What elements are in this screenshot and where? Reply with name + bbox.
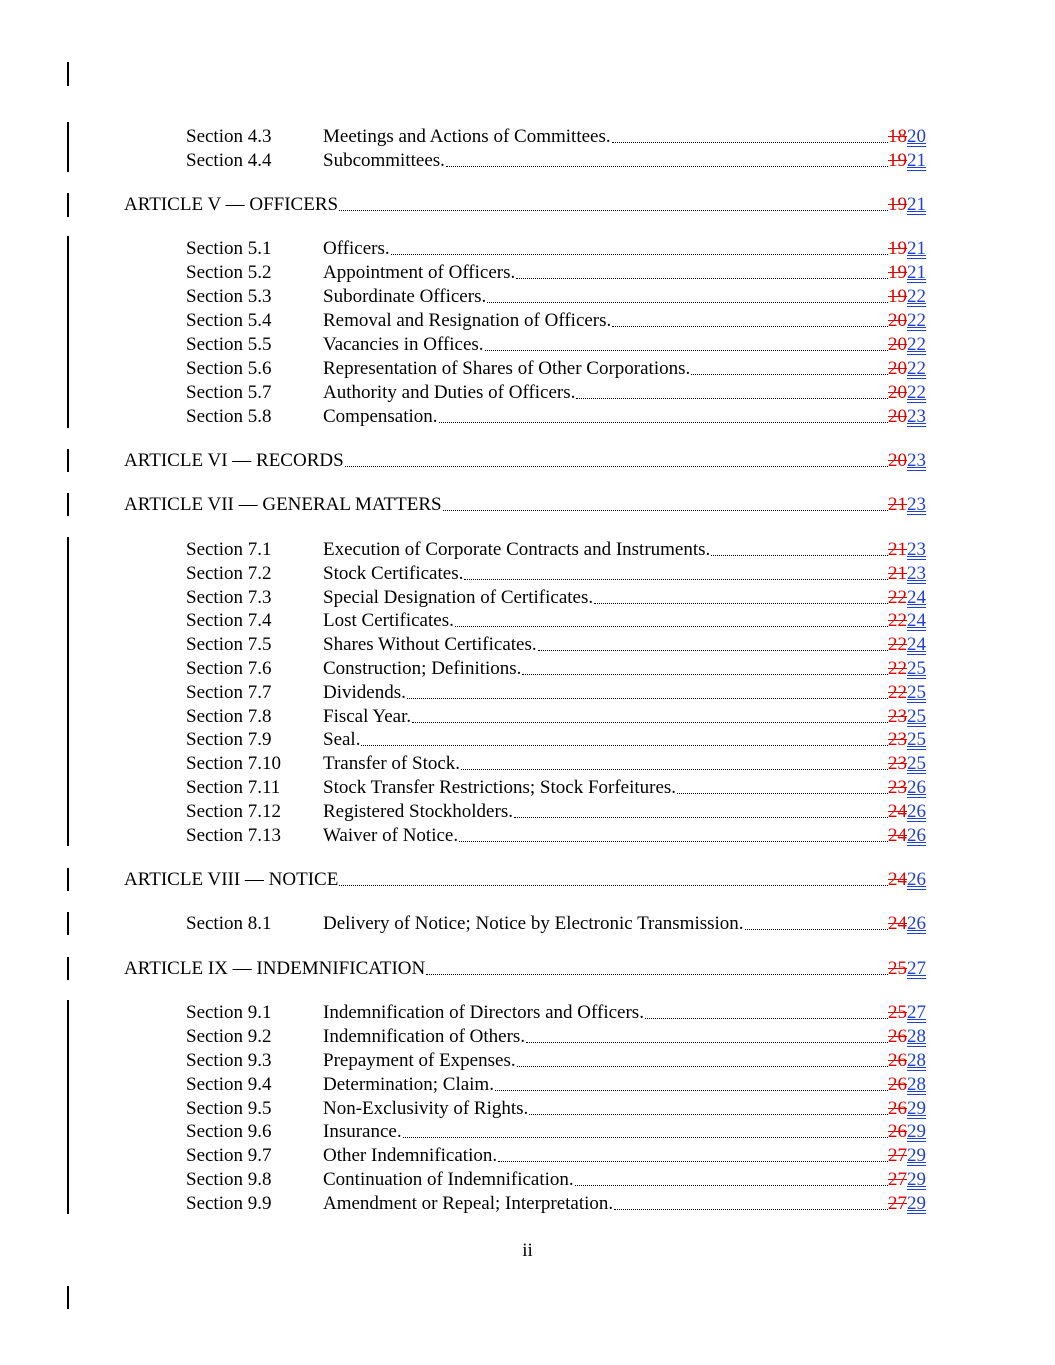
toc-section-row	[0, 125, 1055, 149]
toc-section-row	[0, 705, 1055, 729]
inserted-page-number: 21	[907, 238, 926, 259]
dot-leader	[612, 309, 888, 333]
inserted-page-number: 26	[907, 869, 926, 890]
section-title: Authority and Duties of Officers.	[323, 382, 576, 403]
page-reference	[888, 1144, 926, 1168]
section-title: Shares Without Certificates.	[323, 634, 537, 655]
revision-change-bar	[67, 868, 69, 891]
inserted-page-number: 23	[907, 563, 926, 584]
section-title: Fiscal Year.	[323, 706, 412, 727]
section-title: Removal and Resignation of Officers.	[323, 310, 612, 331]
toc-section-row	[0, 609, 1055, 633]
inserted-page-number: 25	[907, 753, 926, 774]
section-title: Officers.	[323, 238, 390, 259]
section-number: Section 5.5	[186, 334, 272, 355]
article-title: ARTICLE V — OFFICERS	[124, 194, 339, 215]
section-title: Dividends.	[323, 682, 406, 703]
page-reference	[888, 1168, 926, 1192]
deleted-page-number: 20	[888, 406, 907, 427]
section-number: Section 7.6	[186, 658, 272, 679]
dot-leader	[412, 705, 888, 729]
dot-leader	[391, 237, 888, 261]
page-reference	[888, 1097, 926, 1121]
section-number: Section 4.3	[186, 126, 272, 147]
toc-section-row	[0, 586, 1055, 610]
section-title: Subcommittees.	[323, 150, 445, 171]
section-title: Indemnification of Directors and Officers.	[323, 1002, 644, 1023]
inserted-page-number: 26	[907, 913, 926, 934]
revision-change-bar	[67, 1000, 69, 1214]
deleted-page-number: 22	[888, 682, 907, 703]
section-number: Section 5.1	[186, 238, 272, 259]
page-reference	[888, 800, 926, 824]
toc-section-row	[0, 1073, 1055, 1097]
dot-leader	[439, 405, 888, 429]
dot-leader	[339, 193, 888, 217]
deleted-page-number: 20	[888, 334, 907, 355]
page-reference	[888, 1192, 926, 1216]
section-number: Section 9.1	[186, 1002, 272, 1023]
deleted-page-number: 24	[888, 869, 907, 890]
section-number: Section 9.9	[186, 1193, 272, 1214]
section-number: Section 7.4	[186, 610, 272, 631]
toc-section-row	[0, 824, 1055, 848]
page-reference	[888, 657, 926, 681]
page-reference	[888, 824, 926, 848]
page-reference	[888, 609, 926, 633]
page-reference	[888, 333, 926, 357]
section-title: Amendment or Repeal; Interpretation.	[323, 1193, 614, 1214]
deleted-page-number: 19	[888, 194, 907, 215]
toc-section-row	[0, 285, 1055, 309]
toc-section-row	[0, 800, 1055, 824]
page-reference	[888, 1001, 926, 1025]
section-number: Section 7.10	[186, 753, 281, 774]
toc-section-row	[0, 1049, 1055, 1073]
deleted-page-number: 21	[888, 539, 907, 560]
deleted-page-number: 19	[888, 238, 907, 259]
dot-leader	[485, 333, 888, 357]
dot-leader	[575, 1168, 888, 1192]
toc-section-row	[0, 752, 1055, 776]
article-title: ARTICLE IX — INDEMNIFICATION	[124, 958, 426, 979]
dot-leader	[403, 1120, 888, 1144]
page-reference	[888, 562, 926, 586]
section-number: Section 5.3	[186, 286, 272, 307]
deleted-page-number: 21	[888, 563, 907, 584]
toc-section-row	[0, 333, 1055, 357]
revision-change-bar	[67, 236, 69, 428]
page-reference	[888, 381, 926, 405]
inserted-page-number: 26	[907, 777, 926, 798]
deleted-page-number: 26	[888, 1074, 907, 1095]
deleted-page-number: 23	[888, 729, 907, 750]
deleted-page-number: 26	[888, 1050, 907, 1071]
section-number: Section 7.11	[186, 777, 281, 798]
dot-leader	[517, 1049, 888, 1073]
toc-article-row	[0, 957, 1055, 981]
dot-leader	[529, 1097, 888, 1121]
page-reference	[888, 261, 926, 285]
section-number: Section 5.4	[186, 310, 272, 331]
section-number: Section 5.8	[186, 406, 272, 427]
page-reference	[888, 449, 926, 473]
page-reference	[888, 868, 926, 892]
deleted-page-number: 20	[888, 310, 907, 331]
section-title: Waiver of Notice.	[323, 825, 459, 846]
inserted-page-number: 21	[907, 150, 926, 171]
inserted-page-number: 26	[907, 825, 926, 846]
dot-leader	[526, 1025, 888, 1049]
page-reference	[888, 125, 926, 149]
section-number: Section 7.5	[186, 634, 272, 655]
dot-leader	[498, 1144, 888, 1168]
inserted-page-number: 29	[907, 1145, 926, 1166]
toc-section-row	[0, 562, 1055, 586]
section-title: Continuation of Indemnification.	[323, 1169, 574, 1190]
dot-leader	[645, 1001, 888, 1025]
inserted-page-number: 27	[907, 1002, 926, 1023]
revision-change-bar	[67, 537, 69, 846]
section-number: Section 7.2	[186, 563, 272, 584]
page-reference	[888, 705, 926, 729]
section-title: Lost Certificates.	[323, 610, 454, 631]
toc-section-row	[0, 309, 1055, 333]
deleted-page-number: 22	[888, 658, 907, 679]
toc-section-row	[0, 357, 1055, 381]
revision-change-bar	[67, 493, 69, 516]
section-number: Section 9.6	[186, 1121, 272, 1142]
inserted-page-number: 24	[907, 634, 926, 655]
deleted-page-number: 23	[888, 777, 907, 798]
dot-leader	[459, 824, 888, 848]
deleted-page-number: 22	[888, 587, 907, 608]
dot-leader	[443, 493, 888, 517]
dot-leader	[464, 562, 888, 586]
inserted-page-number: 23	[907, 539, 926, 560]
toc-section-row	[0, 1144, 1055, 1168]
section-number: Section 7.7	[186, 682, 272, 703]
deleted-page-number: 22	[888, 634, 907, 655]
deleted-page-number: 27	[888, 1169, 907, 1190]
article-title: ARTICLE VII — GENERAL MATTERS	[124, 494, 442, 515]
deleted-page-number: 19	[888, 286, 907, 307]
toc-section-row	[0, 381, 1055, 405]
page-reference	[888, 357, 926, 381]
section-number: Section 5.6	[186, 358, 272, 379]
section-number: Section 9.2	[186, 1026, 272, 1047]
inserted-page-number: 23	[907, 450, 926, 471]
section-number: Section 7.3	[186, 587, 272, 608]
section-title: Stock Transfer Restrictions; Stock Forfeitures.	[323, 777, 677, 798]
section-number: Section 9.8	[186, 1169, 272, 1190]
inserted-page-number: 28	[907, 1074, 926, 1095]
dot-leader	[446, 149, 888, 173]
page-reference	[888, 237, 926, 261]
page-reference	[888, 405, 926, 429]
deleted-page-number: 25	[888, 958, 907, 979]
deleted-page-number: 24	[888, 825, 907, 846]
inserted-page-number: 25	[907, 682, 926, 703]
section-title: Transfer of Stock.	[323, 753, 461, 774]
inserted-page-number: 28	[907, 1026, 926, 1047]
deleted-page-number: 20	[888, 450, 907, 471]
toc-section-row	[0, 776, 1055, 800]
toc-article-row	[0, 449, 1055, 473]
deleted-page-number: 21	[888, 494, 907, 515]
page-reference	[888, 285, 926, 309]
page-reference	[888, 1073, 926, 1097]
revision-change-bar	[67, 122, 69, 172]
page-reference	[888, 1025, 926, 1049]
section-title: Execution of Corporate Contracts and Instruments.	[323, 539, 711, 560]
inserted-page-number: 26	[907, 801, 926, 822]
page-reference	[888, 912, 926, 936]
section-number: Section 7.8	[186, 706, 272, 727]
page-reference	[888, 193, 926, 217]
page-reference	[888, 957, 926, 981]
inserted-page-number: 24	[907, 610, 926, 631]
inserted-page-number: 22	[907, 310, 926, 331]
revision-change-bar	[67, 1286, 69, 1309]
page-reference	[888, 681, 926, 705]
section-title: Delivery of Notice; Notice by Electronic Transmission.	[323, 913, 744, 934]
revision-change-bar	[67, 62, 69, 86]
toc-section-row	[0, 1192, 1055, 1216]
section-title: Vacancies in Offices.	[323, 334, 484, 355]
section-title: Seal.	[323, 729, 361, 750]
revision-change-bar	[67, 957, 69, 980]
dot-leader	[514, 800, 888, 824]
dot-leader	[516, 261, 888, 285]
inserted-page-number: 21	[907, 194, 926, 215]
dot-leader	[495, 1073, 888, 1097]
toc-section-row	[0, 1001, 1055, 1025]
inserted-page-number: 22	[907, 382, 926, 403]
revision-change-bar	[67, 193, 69, 217]
section-number: Section 8.1	[186, 913, 272, 934]
dot-leader	[455, 609, 888, 633]
dot-leader	[538, 633, 888, 657]
dot-leader	[745, 912, 888, 936]
inserted-page-number: 24	[907, 587, 926, 608]
page-reference	[888, 149, 926, 173]
dot-leader	[407, 681, 888, 705]
section-title: Determination; Claim.	[323, 1074, 494, 1095]
section-title: Special Designation of Certificates.	[323, 587, 594, 608]
deleted-page-number: 27	[888, 1145, 907, 1166]
toc-section-row	[0, 681, 1055, 705]
section-number: Section 4.4	[186, 150, 272, 171]
section-number: Section 7.9	[186, 729, 272, 750]
inserted-page-number: 22	[907, 334, 926, 355]
toc-article-row	[0, 493, 1055, 517]
section-number: Section 7.1	[186, 539, 272, 560]
dot-leader	[691, 357, 888, 381]
inserted-page-number: 25	[907, 729, 926, 750]
toc-section-row	[0, 261, 1055, 285]
page-reference	[888, 633, 926, 657]
section-title: Meetings and Actions of Committees.	[323, 126, 611, 147]
deleted-page-number: 23	[888, 753, 907, 774]
inserted-page-number: 29	[907, 1169, 926, 1190]
section-number: Section 7.13	[186, 825, 281, 846]
deleted-page-number: 26	[888, 1121, 907, 1142]
article-title: ARTICLE VIII — NOTICE	[124, 869, 339, 890]
inserted-page-number: 28	[907, 1050, 926, 1071]
dot-leader	[614, 1192, 888, 1216]
inserted-page-number: 25	[907, 658, 926, 679]
toc-section-row	[0, 237, 1055, 261]
dot-leader	[711, 538, 888, 562]
inserted-page-number: 29	[907, 1193, 926, 1214]
toc-section-row	[0, 912, 1055, 936]
deleted-page-number: 19	[888, 150, 907, 171]
section-number: Section 7.12	[186, 801, 281, 822]
dot-leader	[361, 728, 888, 752]
deleted-page-number: 19	[888, 262, 907, 283]
toc-article-row	[0, 193, 1055, 217]
toc-section-row	[0, 1120, 1055, 1144]
section-title: Insurance.	[323, 1121, 402, 1142]
deleted-page-number: 20	[888, 358, 907, 379]
dot-leader	[594, 586, 888, 610]
section-title: Other Indemnification.	[323, 1145, 498, 1166]
section-title: Prepayment of Expenses.	[323, 1050, 516, 1071]
deleted-page-number: 27	[888, 1193, 907, 1214]
deleted-page-number: 26	[888, 1098, 907, 1119]
inserted-page-number: 25	[907, 706, 926, 727]
deleted-page-number: 22	[888, 610, 907, 631]
page-number: ii	[522, 1240, 533, 1261]
toc-section-row	[0, 1097, 1055, 1121]
toc-section-row	[0, 405, 1055, 429]
inserted-page-number: 29	[907, 1121, 926, 1142]
inserted-page-number: 27	[907, 958, 926, 979]
page-reference	[888, 752, 926, 776]
deleted-page-number: 23	[888, 706, 907, 727]
section-title: Appointment of Officers.	[323, 262, 516, 283]
article-title: ARTICLE VI — RECORDS	[124, 450, 344, 471]
page-reference	[888, 493, 926, 517]
section-number: Section 5.2	[186, 262, 272, 283]
section-number: Section 9.7	[186, 1145, 272, 1166]
section-title: Indemnification of Others.	[323, 1026, 526, 1047]
toc-section-row	[0, 149, 1055, 173]
deleted-page-number: 26	[888, 1026, 907, 1047]
deleted-page-number: 18	[888, 126, 907, 147]
section-title: Subordinate Officers.	[323, 286, 487, 307]
dot-leader	[522, 657, 888, 681]
section-number: Section 9.5	[186, 1098, 272, 1119]
dot-leader	[677, 776, 888, 800]
section-title: Construction; Definitions.	[323, 658, 522, 679]
dot-leader	[339, 868, 888, 892]
toc-section-row	[0, 633, 1055, 657]
deleted-page-number: 24	[888, 801, 907, 822]
page-reference	[888, 1120, 926, 1144]
page-reference	[888, 538, 926, 562]
dot-leader	[612, 125, 888, 149]
section-title: Stock Certificates.	[323, 563, 464, 584]
inserted-page-number: 23	[907, 406, 926, 427]
section-number: Section 5.7	[186, 382, 272, 403]
toc-section-row	[0, 1168, 1055, 1192]
deleted-page-number: 20	[888, 382, 907, 403]
page-reference	[888, 1049, 926, 1073]
inserted-page-number: 21	[907, 262, 926, 283]
deleted-page-number: 25	[888, 1002, 907, 1023]
page-reference	[888, 309, 926, 333]
section-title: Registered Stockholders.	[323, 801, 513, 822]
revision-change-bar	[67, 449, 69, 472]
section-number: Section 9.4	[186, 1074, 272, 1095]
page-reference	[888, 728, 926, 752]
dot-leader	[461, 752, 888, 776]
toc-section-row	[0, 538, 1055, 562]
toc-article-row	[0, 868, 1055, 892]
dot-leader	[576, 381, 888, 405]
dot-leader	[487, 285, 888, 309]
page-reference	[888, 586, 926, 610]
inserted-page-number: 29	[907, 1098, 926, 1119]
dot-leader	[345, 449, 888, 473]
deleted-page-number: 24	[888, 913, 907, 934]
inserted-page-number: 20	[907, 126, 926, 147]
inserted-page-number: 22	[907, 286, 926, 307]
section-title: Compensation.	[323, 406, 438, 427]
section-title: Representation of Shares of Other Corporations.	[323, 358, 691, 379]
revision-change-bar	[67, 912, 69, 935]
toc-section-row	[0, 1025, 1055, 1049]
toc-section-row	[0, 728, 1055, 752]
page-reference	[888, 776, 926, 800]
section-title: Non-Exclusivity of Rights.	[323, 1098, 529, 1119]
dot-leader	[426, 957, 888, 981]
toc-section-row	[0, 657, 1055, 681]
inserted-page-number: 23	[907, 494, 926, 515]
inserted-page-number: 22	[907, 358, 926, 379]
section-number: Section 9.3	[186, 1050, 272, 1071]
